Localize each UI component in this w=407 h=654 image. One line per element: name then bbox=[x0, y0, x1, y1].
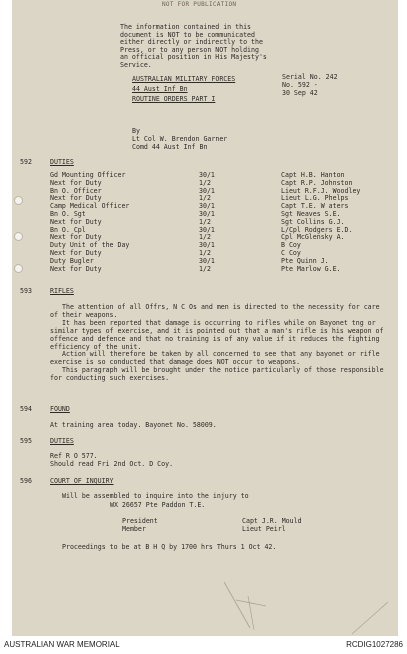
duty-date: 30/1 bbox=[199, 256, 215, 265]
paragraph: This paragraph will be brought under the notice particularly of those responsible for conducting such exercises. bbox=[50, 366, 384, 383]
notice-line: document is NOT to be communicated bbox=[120, 30, 255, 39]
paragraph: The attention of all Offrs, N C Os and men is directed to the necessity for care of their weapons. bbox=[50, 303, 380, 319]
archive-footer bbox=[0, 636, 407, 654]
order-number: No. 592 - bbox=[282, 81, 318, 89]
duty-date: 1/2 bbox=[199, 233, 211, 242]
duty-name: Bn O. Officer bbox=[50, 186, 102, 195]
found-text: At training area today. Bayonet No. 58009. bbox=[50, 421, 217, 429]
duty-name: Duty Unit of the Day bbox=[50, 241, 130, 250]
assigned-person: Sgt Neaves S.E. bbox=[281, 209, 341, 218]
duty-date: 1/2 bbox=[199, 178, 211, 187]
assigned-person: Pte Quinn J. bbox=[281, 256, 329, 265]
assigned-person: L/Cpl Rodgers E.D. bbox=[281, 225, 353, 234]
duties-ref: Ref R O 577. bbox=[50, 452, 98, 460]
duty-name: Next for Duty bbox=[50, 178, 102, 187]
duty-name: Bn O. Cpl bbox=[50, 225, 86, 234]
section-title: RIFLES bbox=[50, 287, 74, 295]
member-label: Member bbox=[122, 525, 146, 533]
notice-line: either directly or indirectly to the bbox=[120, 38, 263, 46]
paragraph: Action will therefore be taken by all concerned to see that any bayonet or rifle exercise is so conducted that damage does NOT occur to weapons. bbox=[50, 350, 380, 367]
archive-name: AUSTRALIAN WAR MEMORIAL bbox=[4, 640, 120, 649]
duty-date: 1/2 bbox=[199, 248, 211, 257]
duty-date: 30/1 bbox=[199, 202, 215, 211]
duty-name: Duty Bugler bbox=[50, 256, 94, 265]
duty-name: Bn O. Sgt bbox=[50, 209, 86, 218]
assigned-person: B Coy bbox=[281, 241, 301, 250]
duty-date: 1/2 bbox=[199, 194, 211, 203]
assigned-person: Sgt Collins G.J. bbox=[281, 217, 345, 226]
duty-date: 30/1 bbox=[199, 225, 215, 234]
notice-line: Service. bbox=[120, 60, 152, 69]
notice-line: an official position in His Majesty's bbox=[120, 53, 267, 61]
document-page bbox=[12, 0, 398, 636]
inquiry-intro: Will be assembled to inquire into the injury to bbox=[62, 492, 249, 500]
section-number: 594 bbox=[20, 405, 32, 413]
force-name: AUSTRALIAN MILITARY FORCES bbox=[132, 75, 236, 83]
president-label: President bbox=[122, 517, 158, 525]
assigned-person: Lieut R.F.J. Woodley bbox=[281, 186, 361, 195]
serial-number: Serial No. 242 bbox=[282, 73, 338, 81]
duty-name: Gd Mounting Officer bbox=[50, 171, 126, 179]
assigned-person: Capt R.P. Johnston bbox=[281, 178, 353, 187]
president-name: Capt J.R. Mould bbox=[242, 517, 302, 525]
assigned-person: Lieut L.G. Phelps bbox=[281, 194, 349, 203]
section-title: DUTIES bbox=[50, 158, 74, 166]
section-number: 596 bbox=[20, 477, 32, 485]
section-number: 593 bbox=[20, 287, 32, 295]
notice-line: Press, or to any person NOT holding bbox=[120, 45, 259, 54]
proceedings-text: Proceedings to be at B H Q by 1700 hrs Thurs 1 Oct 42. bbox=[62, 543, 277, 551]
duty-name: Next for Duty bbox=[50, 217, 102, 226]
assigned-person: Capt T.E. W aters bbox=[281, 202, 349, 211]
assigned-person: Cpl McGlensky A. bbox=[281, 233, 345, 242]
duty-date: 30/1 bbox=[199, 186, 215, 195]
duty-name: Next for Duty bbox=[50, 194, 102, 203]
duty-name: Next for Duty bbox=[50, 264, 102, 273]
orders-title: ROUTINE ORDERS PART I bbox=[132, 95, 216, 103]
duty-date: 30/1 bbox=[199, 209, 215, 218]
duty-name: Camp Medical Officer bbox=[50, 202, 130, 211]
duty-date: 1/2 bbox=[199, 217, 211, 226]
inquiry-subject: WX 26657 Pte Paddon T.E. bbox=[110, 501, 206, 509]
pencil-marks bbox=[12, 0, 398, 636]
unit-name: 44 Aust Inf Bn bbox=[132, 85, 188, 93]
duty-date: 30/1 bbox=[199, 241, 215, 250]
duties-correction: Should read Fri 2nd Oct. D Coy. bbox=[50, 460, 174, 468]
classification-stamp: NOT FOR PUBLICATION bbox=[162, 1, 237, 8]
notice-line: The information contained in this bbox=[120, 23, 252, 31]
section-title: COURT OF INQUIRY bbox=[50, 477, 114, 485]
section-title: FOUND bbox=[50, 405, 70, 413]
paragraph: It has been reported that damage is occurring to rifles while on Bayonet tng or similar types of exercise, and it is pointed out that a man's rifle is his weapon of offence and defence and that no training is of any value if it reduces the fighting efficiency of the unit. bbox=[50, 318, 384, 351]
issuer-name: Lt Col W. Brendon Garner bbox=[132, 135, 228, 143]
duty-date: 1/2 bbox=[199, 264, 211, 273]
assigned-person: C Coy bbox=[281, 248, 301, 257]
section-title: DUTIES bbox=[50, 437, 74, 445]
assigned-person: Capt H.B. Hanton bbox=[281, 171, 345, 179]
issuer-title: Comd 44 Aust Inf Bn bbox=[132, 143, 208, 151]
section-number: 595 bbox=[20, 437, 32, 445]
assigned-person: Pte Marlow G.E. bbox=[281, 264, 341, 273]
by-label: By bbox=[132, 127, 140, 135]
duty-name: Next for Duty bbox=[50, 233, 102, 242]
duty-date: 30/1 bbox=[199, 171, 215, 179]
section-number: 592 bbox=[20, 158, 32, 166]
order-date: 30 Sep 42 bbox=[282, 89, 318, 97]
member-name: Lieut Peirl bbox=[242, 525, 286, 533]
duty-name: Next for Duty bbox=[50, 248, 102, 257]
archive-reference: RCDIG1027286 bbox=[346, 640, 403, 649]
